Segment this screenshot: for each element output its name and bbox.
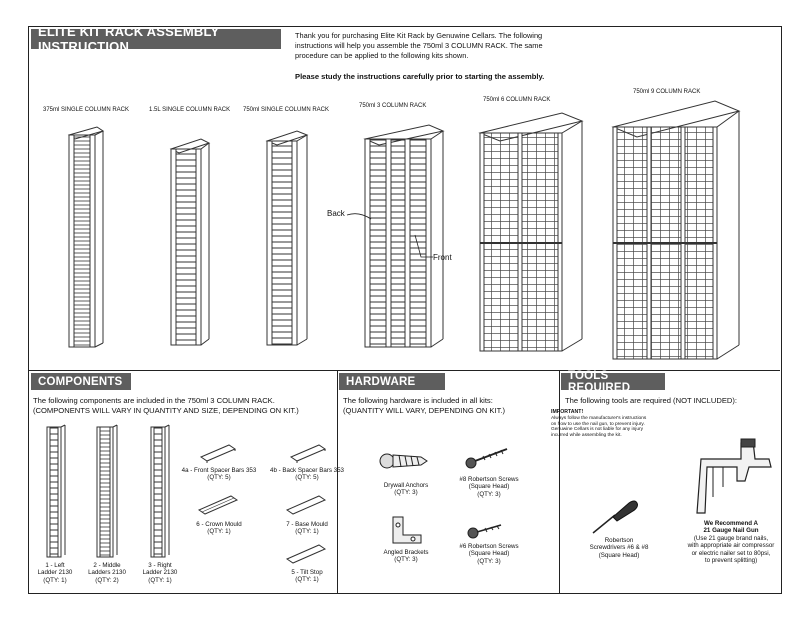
tools-heading: TOOLS REQUIRED	[561, 373, 665, 390]
nail-gun-icon	[693, 437, 783, 517]
rack-label-375ml-single: 375ml SINGLE COLUMN RACK	[43, 107, 130, 113]
hardware-line-1: The following hardware is included in all kits:	[343, 396, 493, 405]
rack-label-750ml-6-column: 750ml 6 COLUMN RACK	[483, 97, 551, 103]
column-divider-1	[337, 370, 338, 594]
robertson-screws-8-caption: #8 Robertson Screws (Square Head) (QTY: 3)	[459, 476, 519, 498]
important-text: Always follow the manufacturer's instructions on how to use the nail gun, to prevent injury. Genuwine Cellars is not liable for any injury incurred while assembling the kit.	[551, 415, 647, 439]
callout-front-leader	[413, 233, 435, 259]
drywall-anchor-icon	[379, 445, 431, 477]
angled-bracket-icon	[389, 513, 425, 545]
back-spacer-bars-caption: 4b - Back Spacer Bars 353 (QTY: 5)	[270, 467, 344, 482]
callout-back-leader	[345, 211, 375, 223]
rack-label-750ml-single: 750ml SINGLE COLUMN RACK	[243, 107, 330, 113]
rack-1-5l-single-drawing	[169, 139, 215, 349]
front-spacer-bars-caption: 4a - Front Spacer Bars 353 (QTY: 5)	[181, 467, 257, 482]
callout-front: Front	[433, 253, 452, 262]
intro-text: Thank you for purchasing Elite Kit Rack by Genuwine Cellars. The following instructions will help you assemble the 750ml 3 COLUMN RACK. The same procedure can be applied to the following kits shown.	[295, 31, 543, 60]
nail-gun-details: (Use 21 gauge brand nails, with appropriate air compressor or electric nailer set to 80psi, to prevent splitting)	[687, 535, 775, 565]
section-divider	[29, 370, 780, 371]
component-middle-ladder-caption: 2 - Middle Ladders 2130 (QTY: 2)	[88, 562, 126, 584]
right-ladder-drawing	[149, 425, 171, 563]
component-right-ladder-caption: 3 - Right Ladder 2130 (QTY: 1)	[142, 562, 178, 584]
rack-375ml-single-drawing	[67, 127, 107, 352]
tilt-stop-drawing	[285, 541, 329, 565]
component-left-ladder-caption: 1 - Left Ladder 2130 (QTY: 1)	[37, 562, 73, 584]
rack-750ml-9-column-drawing	[611, 101, 745, 363]
base-mould-caption: 7 - Base Mould (QTY: 1)	[286, 521, 328, 536]
instruction-sheet	[28, 26, 782, 594]
rack-label-750ml-3-column: 750ml 3 COLUMN RACK	[359, 103, 427, 109]
rack-label-1-5l-single: 1.5L SINGLE COLUMN RACK	[149, 107, 231, 113]
page-title: ELITE KIT RACK ASSEMBLY INSTRUCTION	[31, 29, 281, 49]
important-note	[551, 410, 647, 439]
callout-back: Back	[327, 209, 345, 218]
screwdriver-caption: Robertson Screwdrivers #6 & #8 (Square Head)	[589, 537, 649, 559]
hardware-line-2: (QUANTITY WILL VARY, DEPENDING ON KIT.)	[343, 406, 506, 415]
components-line-1: The following components are included in the 750ml 3 COLUMN RACK.	[33, 396, 275, 405]
nail-gun-recommend: We Recommend A 21 Gauge Nail Gun	[703, 520, 759, 535]
drywall-anchors-caption: Drywall Anchors (QTY: 3)	[383, 482, 429, 497]
robertson-screw-8-icon	[463, 447, 511, 469]
front-spacer-bar-drawing	[199, 441, 239, 463]
rack-label-750ml-9-column: 750ml 9 COLUMN RACK	[633, 89, 701, 95]
study-warning: Please study the instructions carefully prior to starting the assembly.	[295, 72, 545, 81]
important-title: IMPORTANT!	[551, 409, 584, 415]
robertson-screw-6-icon	[465, 521, 505, 543]
middle-ladder-drawing	[95, 425, 119, 563]
left-ladder-drawing	[45, 425, 67, 563]
components-line-2: (COMPONENTS WILL VARY IN QUANTITY AND SIZE, DEPENDING ON KIT.)	[33, 406, 299, 415]
angled-brackets-caption: Angled Brackets (QTY: 3)	[383, 549, 429, 564]
base-mould-drawing	[285, 492, 329, 516]
tilt-stop-caption: 5 - Tilt Stop (QTY: 1)	[291, 569, 323, 584]
hardware-heading: HARDWARE	[339, 373, 445, 390]
components-heading: COMPONENTS	[31, 373, 131, 390]
crown-mould-drawing	[197, 492, 241, 516]
rack-750ml-6-column-drawing	[478, 113, 588, 355]
column-divider-2	[559, 370, 560, 594]
tools-line-1: The following tools are required (NOT INCLUDED):	[565, 396, 738, 405]
screwdriver-icon	[589, 497, 641, 537]
crown-mould-caption: 6 - Crown Mould (QTY: 1)	[196, 521, 242, 536]
rack-750ml-single-drawing	[265, 131, 313, 349]
robertson-screws-6-caption: #6 Robertson Screws (Square Head) (QTY: 3)	[459, 543, 519, 565]
back-spacer-bar-drawing	[289, 441, 329, 463]
